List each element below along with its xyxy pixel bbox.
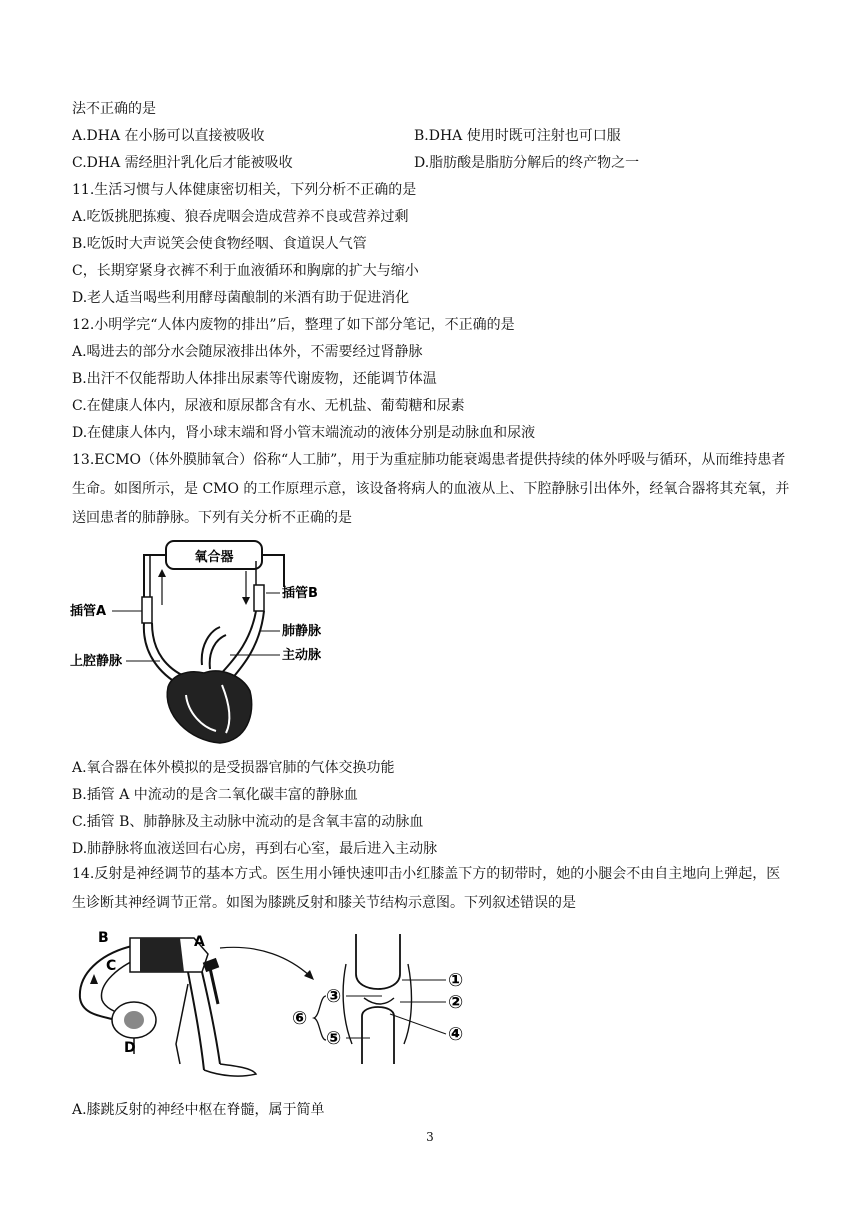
intro-tail: 法不正确的是 — [72, 101, 156, 117]
ecmo-diagram — [70, 535, 340, 750]
cannula-a — [142, 597, 152, 623]
reflex-hammer — [210, 968, 218, 1004]
number-2: ② — [448, 992, 464, 1013]
page-number: 3 — [426, 1130, 434, 1144]
number-3: ③ — [326, 986, 342, 1007]
number-5: ⑤ — [326, 1028, 342, 1049]
number-4: ④ — [448, 1024, 464, 1045]
q11-option-c: C，长期穿紧身衣裤不利于血液循环和胸廓的扩大与缩小 — [72, 263, 419, 279]
q13-option-d: D.肺静脉将血液送回右心房，再到右心室，最后进入主动脉 — [72, 841, 438, 857]
q11-option-d: D.老人适当喝些利用酵母菌酿制的米酒有助于促进消化 — [72, 290, 410, 306]
heart-shape — [167, 671, 252, 743]
label-b: B — [98, 930, 109, 946]
q12-stem: 12.小明学完“人体内废物的排出”后，整理了如下部分笔记，不正确的是 — [72, 317, 515, 333]
q12-option-b: B.出汗不仅能帮助人体排出尿素等代谢废物，还能调节体温 — [72, 371, 437, 387]
q13-option-b: B.插管 A 中流动的是含二氧化碳丰富的静脉血 — [72, 787, 358, 803]
knee-reflex-diagram — [70, 924, 490, 1089]
cannula-b — [254, 585, 264, 611]
knee-femur — [356, 934, 400, 989]
number-1: ① — [448, 970, 464, 991]
foot-shape — [204, 1064, 256, 1076]
q11-option-b: B.吃饭时大声说笑会使食物经咽、食道误人气管 — [72, 236, 367, 252]
label-a: A — [194, 934, 205, 950]
q12-option-c: C.在健康人体内，尿液和原尿都含有水、无机盐、葡萄糖和尿素 — [72, 398, 465, 414]
svc-label: 上腔静脉 — [70, 654, 123, 669]
q12-option-a: A.喝进去的部分水会随尿液排出体外，不需要经过肾静脉 — [72, 344, 423, 360]
label-c: C — [106, 958, 117, 974]
q11-option-a: A.吃饭挑肥拣瘦、狼吞虎咽会造成营养不良或营养过剩 — [72, 209, 409, 225]
q14-option-a: A.膝跳反射的神经中枢在脊髓，属于简单 — [72, 1102, 325, 1118]
q10-options-row1 — [72, 126, 621, 146]
q10-options-row2 — [72, 153, 640, 173]
knee-tibia — [362, 1007, 394, 1064]
aorta-label: 主动脉 — [282, 648, 322, 663]
q10-option-b: B.DHA 使用时既可注射也可口服 — [414, 128, 621, 144]
q14-stem: 14.反射是神经调节的基本方式。医生用小锤快速叩击小红膝盖下方的韧带时，她的小腿会不由自主地向上弹起，医生诊断其神经调节正常。如图为膝跳反射和膝关节结构示意图。下列叙述错误的是 — [72, 866, 781, 911]
q10-option-a: A.DHA 在小肠可以直接被吸收 — [72, 128, 265, 144]
q12-option-d: D.在健康人体内，肾小球末端和肾小管末端流动的液体分别是动脉血和尿液 — [72, 425, 536, 441]
number-6: ⑥ — [292, 1008, 308, 1029]
label-d: D — [124, 1040, 136, 1056]
pulmonary-vein-label: 肺静脉 — [282, 624, 322, 639]
oxygenator-label: 氧合器 — [194, 550, 234, 565]
q10-option-c: C.DHA 需经胆汁乳化后才能被吸收 — [72, 155, 293, 171]
q13-stem: 13.ECMO（体外膜肺氧合）俗称“人工肺”，用于为重症肺功能衰竭患者提供持续的体外呼吸与循环，从而维持患者生命。如图所示，是 CMO 的工作原理示意，该设备将病人的血液从上、下腔静脉引出体外，经氧合器将其充氧，并送回患者的肺静脉。下列有关分析不正确的是 — [72, 452, 790, 526]
q10-option-d: D.脂肪酸是脂肪分解后的终产物之一 — [414, 155, 640, 171]
tube-a-label: 插管A — [70, 604, 107, 619]
q11-stem: 11.生活习惯与人体健康密切相关，下列分析不正确的是 — [72, 182, 417, 198]
q13-option-c: C.插管 B、肺静脉及主动脉中流动的是含氧丰富的动脉血 — [72, 814, 424, 830]
q13-option-a: A.氧合器在体外模拟的是受损器官肺的气体交换功能 — [72, 760, 395, 776]
tube-b-label: 插管B — [282, 586, 318, 601]
